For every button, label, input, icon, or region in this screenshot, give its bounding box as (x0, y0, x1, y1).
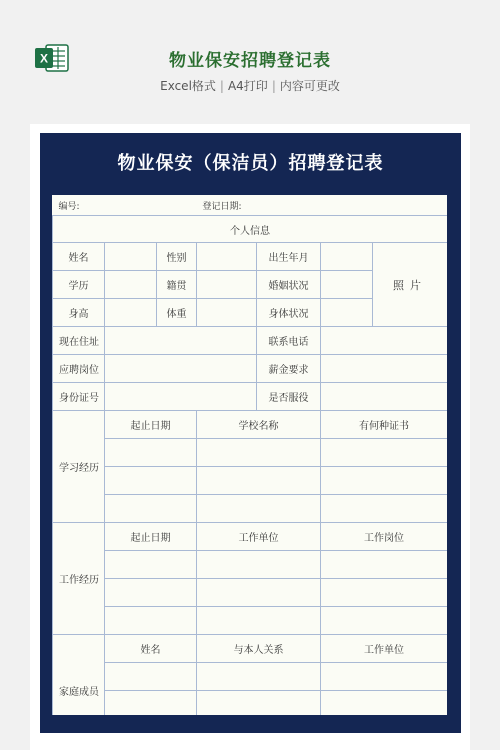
address-label: 现在住址 (53, 327, 105, 355)
position-value[interactable] (105, 355, 257, 383)
position-label: 应聘岗位 (53, 355, 105, 383)
number-label: 编号: (53, 195, 197, 216)
study-cell[interactable] (321, 495, 448, 523)
family-cell[interactable] (105, 691, 197, 716)
registration-table (52, 195, 447, 715)
table-row (53, 691, 448, 716)
work-cell[interactable] (105, 607, 197, 635)
weight-label: 体重 (157, 299, 197, 327)
military-value[interactable] (321, 383, 448, 411)
table-row (53, 523, 448, 551)
work-cell[interactable] (105, 551, 197, 579)
subtitle-separator: | (219, 79, 224, 93)
subtitle-format: Excel格式 (160, 79, 216, 93)
work-cell[interactable] (105, 579, 197, 607)
study-cell[interactable] (105, 439, 197, 467)
address-value[interactable] (105, 327, 257, 355)
table-row (53, 243, 448, 271)
family-section-label: 家庭成员 (53, 635, 105, 716)
gender-value[interactable] (197, 243, 257, 271)
meta-row (53, 195, 448, 216)
excel-logo-letter: X (39, 51, 49, 66)
table-row (53, 383, 448, 411)
table-row (53, 467, 448, 495)
family-col-employer: 工作单位 (321, 635, 448, 663)
education-value[interactable] (105, 271, 157, 299)
study-col-certificate: 有何种证书 (321, 411, 448, 439)
work-col-position: 工作岗位 (321, 523, 448, 551)
page-subtitle (0, 77, 500, 94)
native-label: 籍贯 (157, 271, 197, 299)
study-col-school: 学校名称 (197, 411, 321, 439)
subtitle-print: A4打印 (227, 79, 268, 93)
study-col-dates: 起止日期 (105, 411, 197, 439)
section-row (53, 216, 448, 243)
education-label: 学历 (53, 271, 105, 299)
table-row (53, 607, 448, 635)
table-row (53, 579, 448, 607)
id-number-label: 身份证号 (53, 383, 105, 411)
birth-value[interactable] (321, 243, 373, 271)
photo-cell[interactable]: 照片 (373, 243, 448, 327)
weight-value[interactable] (197, 299, 257, 327)
family-cell[interactable] (197, 663, 321, 691)
table-row (53, 439, 448, 467)
work-cell[interactable] (321, 607, 448, 635)
family-cell[interactable] (105, 663, 197, 691)
form-title: 物业保安（保洁员）招聘登记表 (117, 153, 384, 174)
study-cell[interactable] (105, 467, 197, 495)
work-col-dates: 起止日期 (105, 523, 197, 551)
subtitle-separator: | (271, 79, 276, 93)
family-cell[interactable] (197, 691, 321, 716)
work-cell[interactable] (197, 579, 321, 607)
study-cell[interactable] (197, 495, 321, 523)
family-col-relation: 与本人关系 (197, 635, 321, 663)
work-section-label: 工作经历 (53, 523, 105, 635)
marital-value[interactable] (321, 271, 373, 299)
work-cell[interactable] (321, 579, 448, 607)
name-value[interactable] (105, 243, 157, 271)
work-cell[interactable] (197, 551, 321, 579)
table-row (53, 355, 448, 383)
study-cell[interactable] (105, 495, 197, 523)
native-value[interactable] (197, 271, 257, 299)
table-row (53, 411, 448, 439)
phone-label: 联系电话 (257, 327, 321, 355)
family-col-name: 姓名 (105, 635, 197, 663)
table-row (53, 663, 448, 691)
family-cell[interactable] (321, 691, 448, 716)
marital-label: 婚姻状况 (257, 271, 321, 299)
study-cell[interactable] (197, 439, 321, 467)
birth-label: 出生年月 (257, 243, 321, 271)
study-section-label: 学习经历 (53, 411, 105, 523)
date-label: 登记日期: (197, 195, 448, 216)
section-personal: 个人信息 (53, 216, 448, 243)
work-col-employer: 工作单位 (197, 523, 321, 551)
family-cell[interactable] (321, 663, 448, 691)
subtitle-editable: 内容可更改 (279, 79, 340, 93)
work-cell[interactable] (321, 551, 448, 579)
table-row (53, 635, 448, 663)
id-number-value[interactable] (105, 383, 257, 411)
form-body (52, 195, 447, 715)
table-row (53, 327, 448, 355)
name-label: 姓名 (53, 243, 105, 271)
military-label: 是否服役 (257, 383, 321, 411)
study-cell[interactable] (321, 467, 448, 495)
work-cell[interactable] (197, 607, 321, 635)
study-cell[interactable] (197, 467, 321, 495)
page-title: 物业保安招聘登记表 (169, 51, 331, 71)
salary-value[interactable] (321, 355, 448, 383)
health-value[interactable] (321, 299, 373, 327)
salary-label: 薪金要求 (257, 355, 321, 383)
table-row (53, 551, 448, 579)
health-label: 身体状况 (257, 299, 321, 327)
phone-value[interactable] (321, 327, 448, 355)
table-row (53, 495, 448, 523)
study-cell[interactable] (321, 439, 448, 467)
gender-label: 性别 (157, 243, 197, 271)
height-label: 身高 (53, 299, 105, 327)
height-value[interactable] (105, 299, 157, 327)
